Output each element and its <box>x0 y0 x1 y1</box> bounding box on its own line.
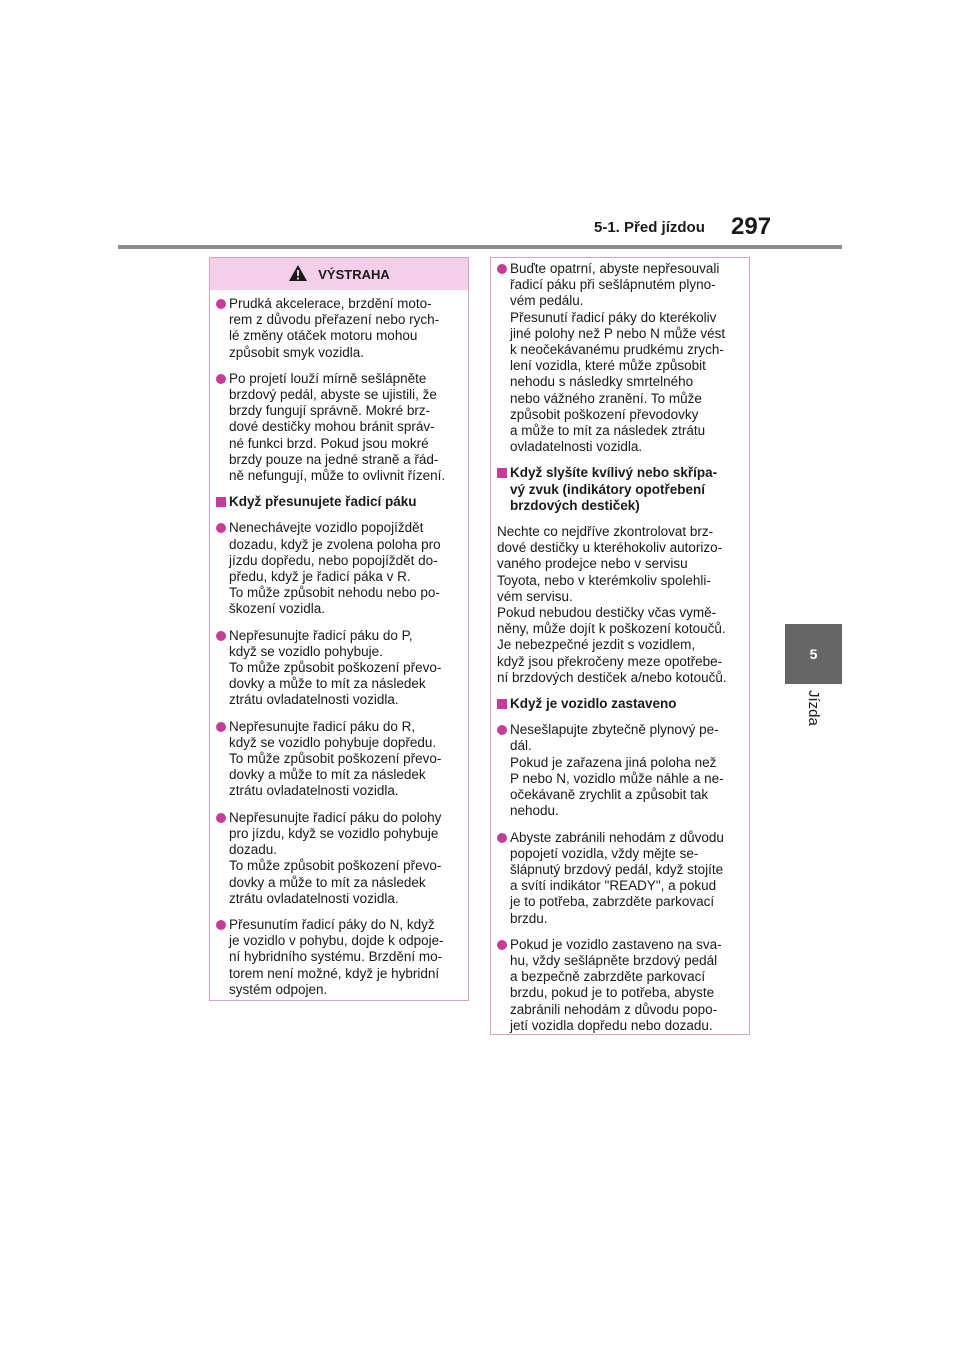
text-line: Když přesunujete řadicí páku <box>229 494 417 510</box>
text-line: vém servisu. <box>497 588 573 604</box>
text-line: To může způsobit poškození převo- <box>229 660 442 676</box>
text-line: k neočekávanému prudkému zrych- <box>510 342 724 358</box>
text-line: Nenechávejte vozidlo popojíždět <box>229 520 424 536</box>
text-line: Pokud je zařazena jiná poloha než <box>510 754 717 770</box>
text-line: a bezpečně zabrzděte parkovací <box>510 969 706 985</box>
text-line: To může způsobit nehodu nebo po- <box>229 585 440 601</box>
text-line: brzdových destiček) <box>510 497 640 513</box>
subheading <box>497 465 741 514</box>
paragraph <box>497 524 741 686</box>
round-bullet-icon <box>497 940 507 950</box>
bullet-item <box>497 830 741 927</box>
text-line: zabránili nehodám z důvodu popo- <box>510 1001 718 1017</box>
round-bullet-icon <box>216 299 226 309</box>
bullet-item <box>216 296 460 361</box>
text-line: škození vozidla. <box>229 601 326 617</box>
text-line: Toyota, nebo v kterémkoliv spolehli- <box>497 572 711 588</box>
section-title: 5-1. Před jízdou <box>594 219 705 236</box>
text-line: Prudká akcelerace, brzdění moto- <box>229 296 432 311</box>
text-line: brzdový pedál, abyste se ujistili, že <box>229 387 437 403</box>
text-line: ně nefungují, může to ovlivnit řízení. <box>229 468 446 484</box>
text-line: jetí vozidla dopředu nebo dozadu. <box>510 1017 713 1033</box>
text-line: Nepřesunujte řadicí páku do R, <box>229 718 416 734</box>
text-line: Buďte opatrní, abyste nepřesouvali <box>510 261 720 276</box>
text-line: nehodu s následky smrtelného <box>510 374 694 390</box>
bullet-item <box>497 937 741 1034</box>
chapter-label: Jízda <box>805 690 822 726</box>
round-bullet-icon <box>216 920 226 930</box>
text-line: nehodu. <box>510 803 559 819</box>
text-line: né funkci brzd. Pokud jsou mokré <box>229 435 429 451</box>
square-bullet-icon <box>497 699 507 709</box>
text-line: je vozidlo v pohybu, dojde k odpoje- <box>229 933 444 949</box>
round-bullet-icon <box>216 523 226 533</box>
text-line: systém odpojen. <box>229 981 328 997</box>
bullet-item <box>216 810 460 907</box>
text-line: dozadu. <box>229 842 278 858</box>
text-line: když se vozidlo pohybuje. <box>229 643 383 659</box>
text-line: Po projetí louží mírně sešlápněte <box>229 370 427 386</box>
text-line: Pokud nebudou destičky včas vymě- <box>497 605 717 621</box>
text-line: Když slyšíte kvílivý nebo skřípa- <box>510 465 718 481</box>
text-line: způsobit smyk vozidla. <box>229 344 365 360</box>
warning-box-left <box>209 257 469 1001</box>
text-line: To může způsobit poškození převo- <box>229 858 442 874</box>
bullet-item <box>216 719 460 800</box>
text-line: očekávaně zrychlit a způsobit tak <box>510 787 709 803</box>
header-divider <box>118 245 842 249</box>
text-line: šlápnutý brzdový pedál, když stojíte <box>510 861 724 877</box>
warning-header <box>210 258 468 290</box>
text-line: lení vozidla, které může způsobit <box>510 358 706 374</box>
text-line: lé změny otáček motoru mohou <box>229 328 418 344</box>
round-bullet-icon <box>216 813 226 823</box>
text-line: dové destičky mohou bránit správ- <box>229 419 435 435</box>
text-line: dovky a může to mít za následek <box>229 874 426 890</box>
text-line: dál. <box>510 738 532 754</box>
text-line: když se vozidlo pohybuje dopředu. <box>229 734 437 750</box>
text-line: brzdu, pokud je to potřeba, abyste <box>510 985 715 1001</box>
text-line: Přesunutí řadicí páky do kterékoliv <box>510 309 717 325</box>
warning-content-left <box>210 290 468 998</box>
subheading <box>497 696 741 712</box>
round-bullet-icon <box>216 374 226 384</box>
text-line: P nebo N, vozidlo může náhle a ne- <box>510 770 724 786</box>
text-line: torem není možné, když je hybridní <box>229 965 440 981</box>
text-line: popojetí vozidla, vždy mějte se- <box>510 845 699 861</box>
round-bullet-icon <box>497 833 507 843</box>
text-line: brzdy pouze na jedné straně a řád- <box>229 451 439 467</box>
square-bullet-icon <box>216 497 226 507</box>
bullet-item <box>216 628 460 709</box>
page-number: 297 <box>731 213 772 240</box>
round-bullet-icon <box>216 631 226 641</box>
text-line: je to potřeba, zabrzděte parkovací <box>510 894 715 910</box>
round-bullet-icon <box>216 722 226 732</box>
text-line: a svítí indikátor "READY", a pokud <box>510 878 717 894</box>
bullet-item <box>497 261 741 455</box>
text-line: Nepřesunujte řadicí páku do P, <box>229 627 413 643</box>
text-line: dovky a může to mít za následek <box>229 767 426 783</box>
bullet-item <box>497 722 741 819</box>
chapter-number: 5 <box>809 646 818 662</box>
text-line: dozadu, když je zvolena poloha pro <box>229 536 441 552</box>
text-line: Nepřesunujte řadicí páku do polohy <box>229 809 442 825</box>
text-line: vém pedálu. <box>510 293 584 309</box>
text-line: vý zvuk (indikátory opotřebení <box>510 481 706 497</box>
warning-content-right <box>491 258 749 1034</box>
round-bullet-icon <box>497 264 507 274</box>
text-line: ní brzdových destiček a/nebo kotoučů. <box>497 669 727 685</box>
text-line: ztrátu ovladatelnosti vozidla. <box>229 783 399 799</box>
warning-box-right <box>490 257 750 1035</box>
text-line: ztrátu ovladatelnosti vozidla. <box>229 692 399 708</box>
text-line: Nesešlapujte zbytečně plynový pe- <box>510 722 719 738</box>
text-line: ovladatelnosti vozidla. <box>510 439 643 455</box>
text-line: ztrátu ovladatelnosti vozidla. <box>229 890 399 906</box>
text-line: nebo vážného zranění. To může <box>510 390 702 406</box>
text-line: vaného prodejce nebo v servisu <box>497 556 688 572</box>
text-line: brzdu. <box>510 910 548 926</box>
text-line: jiné polohy než P nebo N může vést <box>510 325 726 341</box>
text-line: pro jízdu, když se vozidlo pohybuje <box>229 825 439 841</box>
text-line: brzdy fungují správně. Mokré brz- <box>229 403 431 419</box>
bullet-item <box>216 520 460 617</box>
bullet-item <box>216 371 460 484</box>
text-line: Pokud je vozidlo zastaveno na sva- <box>510 936 722 952</box>
text-line: To může způsobit poškození převo- <box>229 751 442 767</box>
warning-title: VÝSTRAHA <box>318 266 390 282</box>
bullet-item <box>216 917 460 998</box>
subheading <box>216 494 460 510</box>
text-line: Je nebezpečné jezdit s vozidlem, <box>497 637 696 653</box>
text-line: dovky a může to mít za následek <box>229 676 426 692</box>
warning-triangle-icon <box>288 264 308 285</box>
text-line: způsobit poškození převodovky <box>510 406 699 422</box>
square-bullet-icon <box>497 468 507 478</box>
text-line: Přesunutím řadicí páky do N, když <box>229 916 435 932</box>
text-line: Abyste zabránili nehodám z důvodu <box>510 829 724 845</box>
text-line: ní hybridního systému. Brzdění mo- <box>229 949 443 965</box>
round-bullet-icon <box>497 725 507 735</box>
text-line: řadicí páku při sešlápnutém plyno- <box>510 277 716 293</box>
chapter-tab <box>785 624 842 684</box>
text-line: předu, když je řadicí páka v R. <box>229 569 411 585</box>
text-line: hu, vždy sešlápněte brzdový pedál <box>510 952 718 968</box>
text-line: Nechte co nejdříve zkontrolovat brz- <box>497 524 714 540</box>
text-line: když jsou překročeny meze opotřebe- <box>497 653 723 669</box>
text-line: rem z důvodu přeřazení nebo rych- <box>229 312 440 328</box>
text-line: něny, může dojít k poškození kotoučů. <box>497 621 726 637</box>
text-line: Když je vozidlo zastaveno <box>510 696 677 712</box>
text-line: jízdu dopředu, nebo popojíždět do- <box>229 552 438 568</box>
text-line: a může to mít za následek ztrátu <box>510 423 706 439</box>
text-line: dové destičky u kteréhokoliv autorizo- <box>497 540 723 556</box>
